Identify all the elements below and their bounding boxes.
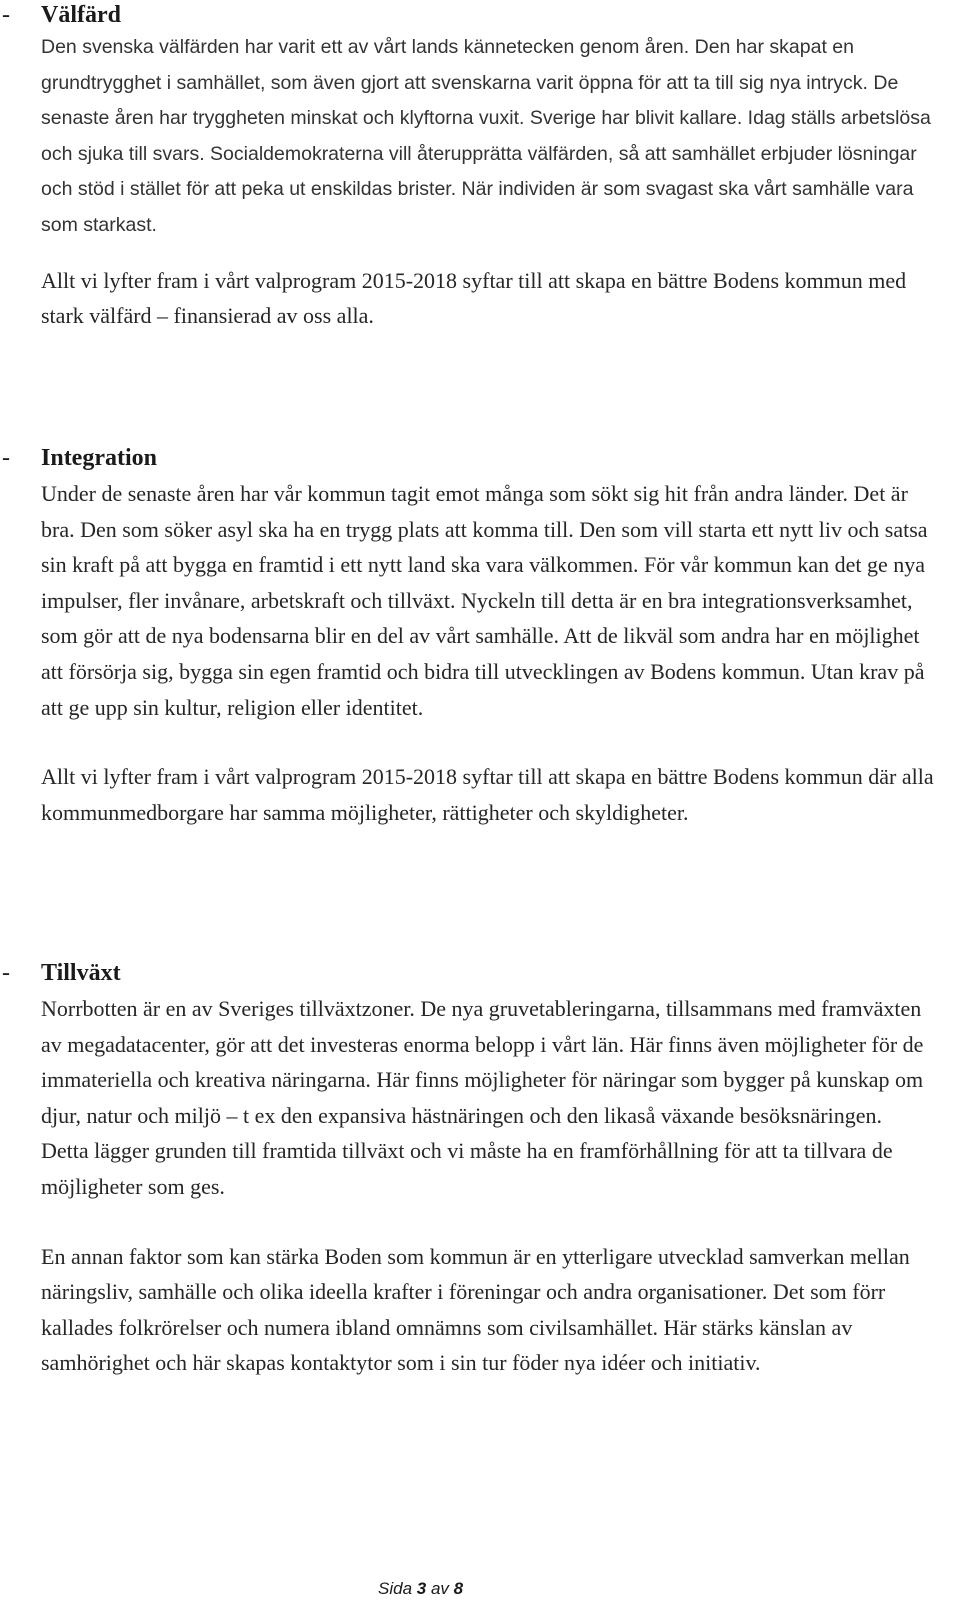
- section-heading-row: [0, 0, 960, 36]
- page-label: Sida: [378, 1579, 413, 1598]
- section-tillvaxt: [0, 958, 960, 1381]
- section-heading-row: [0, 958, 960, 994]
- section-heading: Välfärd: [41, 2, 121, 28]
- section-paragraph: Den svenska välfärden har varit ett av vårt lands kännetecken genom åren. Den har skapat en grundtrygghet i samhället, som även gjort att svenskarna varit öppna för att ta till sig nya intryck. De senaste åren har tryggheten minskat och klyftorna vuxit. Sverige har blivit kallare. Idag ställs arbetslösa och sjuka till svars. Socialdemokraterna vill återupprätta välfärden, så att samhället erbjuder lösningar och stöd i stället för att peka ut enskildas brister. När individen är som svagast ska vårt samhälle vara som starkast.: [41, 36, 931, 236]
- section-paragraph: Allt vi lyfter fram i vårt valprogram 2015-2018 syftar till att skapa en bättre Bodens kommun med stark välfärd – finansierad av oss alla.: [41, 267, 907, 329]
- section-paragraph: Norrbotten är en av Sveriges tillväxtzoner. De nya gruvetableringarna, tillsammans med framväxten av megadatacenter, gör att det investeras enorma belopp i vårt län. Här finns även möjligheter för de immateriella och kreativa näringarna. Här finns möjligheter för näringar som bygger på kunskap om djur, natur och miljö – t ex den expansiva hästnäringen och den likaså växande besöksnäringen. Detta lägger grunden till framtida tillväxt och vi måste ha en framförhållning för att ta tillvara de möjligheter som ges.: [41, 996, 924, 1199]
- page-of-label: av: [430, 1579, 449, 1598]
- list-dash: -: [2, 445, 10, 471]
- section-paragraph: Allt vi lyfter fram i vårt valprogram 2015-2018 syftar till att skapa en bättre Bodens kommun där alla kommunmedborgare har samma möjligheter, rättigheter och skyldigheter.: [41, 764, 934, 825]
- section-integration: [0, 443, 960, 830]
- section-valfard: [0, 0, 960, 334]
- page-number: [378, 1578, 463, 1600]
- section-paragraph: Under de senaste åren har vår kommun tagit emot många som sökt sig hit från andra länder. Det är bra. Den som söker asyl ska ha en trygg plats att komma till. Den som vill starta ett nytt liv och satsa sin kraft på att bygga en framtid i ett nytt land ska vara välkommen. För vår kommun kan det ge nya impulser, fler invånare, arbetskraft och tillväxt. Nyckeln till detta är en bra integrationsverksamhet, som gör att de nya bodensarna blir en del av vårt samhälle. Att de likväl som andra har en möjlighet att försörja sig, bygga sin egen framtid och bidra till utvecklingen av Bodens kommun. Utan krav på att ge upp sin kultur, religion eller identitet.: [41, 481, 928, 720]
- section-heading-row: [0, 443, 960, 479]
- section-paragraph: En annan faktor som kan stärka Boden som kommun är en ytterligare utvecklad samverkan mellan näringsliv, samhälle och olika ideella krafter i föreningar och andra organisationer. Det som förr kallades folkrörelser och numera ibland omnämns som civilsamhället. Här stärks känslan av samhörighet och här skapas kontaktytor som i sin tur föder nya idéer och initiativ.: [41, 1243, 910, 1376]
- section-heading: Integration: [41, 445, 157, 471]
- list-dash: -: [2, 960, 10, 986]
- section-heading: Tillväxt: [41, 960, 121, 986]
- list-dash: -: [2, 2, 10, 28]
- total-pages-number: 8: [453, 1579, 464, 1598]
- current-page-number: 3: [416, 1579, 427, 1598]
